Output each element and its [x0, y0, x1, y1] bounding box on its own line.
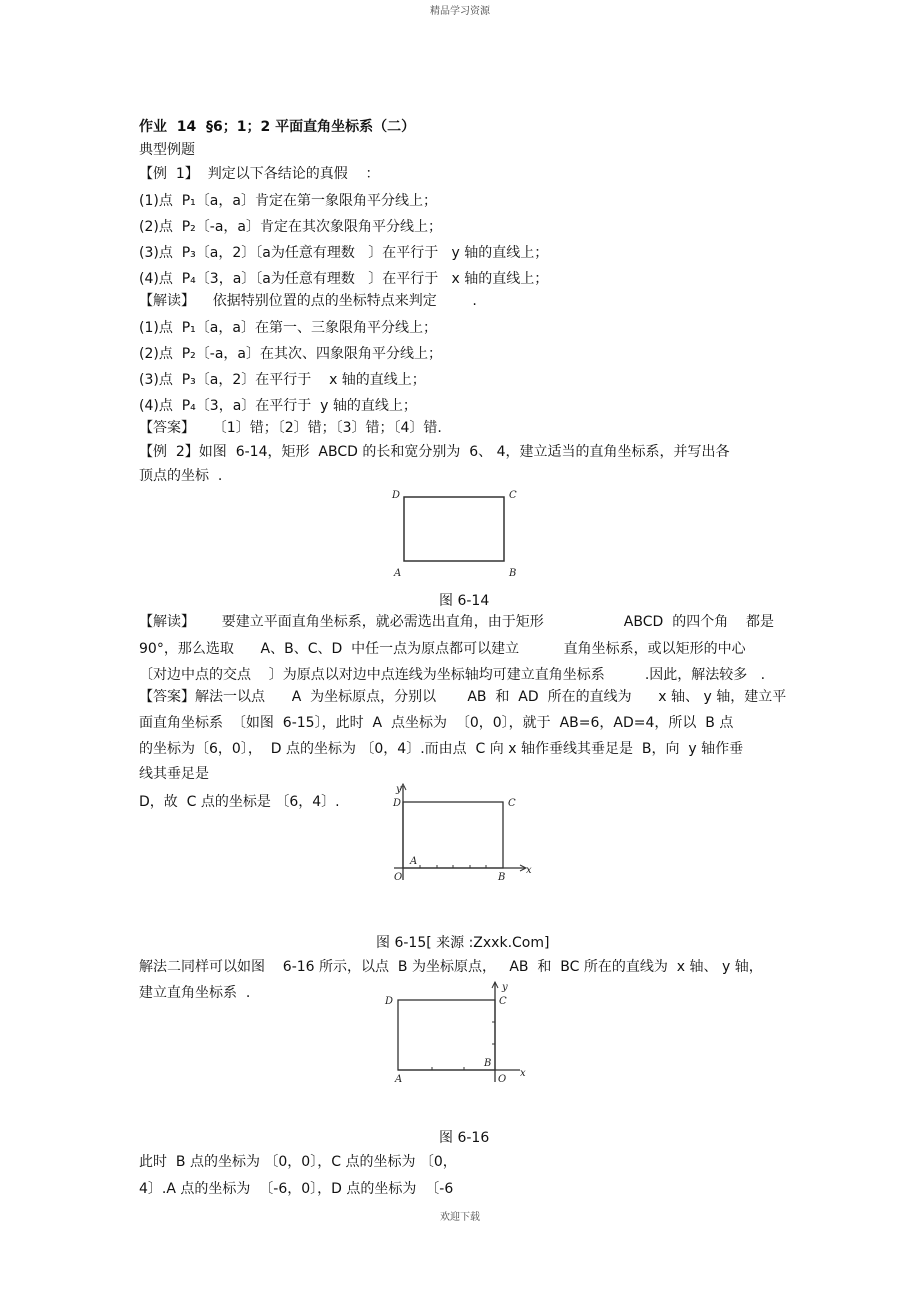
page-header: 精品学习资源 — [430, 6, 490, 17]
label-c: C — [508, 798, 516, 809]
figure-6-16-caption: 图 6-16 — [439, 1130, 490, 1146]
answer-line-1: (1)点 P₁〔a，a〕在第一、三象限角平分线上； — [139, 320, 437, 336]
label-a: A — [395, 1074, 403, 1085]
example-2-analysis-3: 〔对边中点的交点 〕为原点以对边中点连线为坐标轴均可建立直角坐标系 .因此，解法较多 . — [139, 667, 766, 683]
example-2-answer-3: 的坐标为〔6，0〕， D 点的坐标为 〔0，4〕.而由点 C 向 x 轴作垂线其垂足是 B，向 y 轴作垂 — [139, 741, 744, 757]
figure-6-15-caption: 图 6-15[ 来源 :Zxxk.Com] — [376, 935, 550, 951]
answer-line-4: (4)点 P₄〔3，a〕在平行于 y 轴的直线上； — [139, 398, 417, 414]
question-4: (4)点 P₄〔3，a〕〔a为任意有理数 〕在平行于 x 轴的直线上； — [139, 271, 549, 287]
example-2-heading-cont: 顶点的坐标 . — [139, 468, 223, 484]
example-1-answer: 【答案】 〔1〕错；〔2〕错；〔3〕错；〔4〕错. — [139, 420, 442, 436]
rectangle-abcd — [404, 497, 504, 561]
example-2-heading: 【例 2】如图 6-14，矩形 ABCD 的长和宽分别为 6、 4，建立适当的直角坐标系，并写出各 — [139, 444, 730, 460]
example-2-answer-1: 【答案】解法一以点 A 为坐标原点，分别以 AB 和 AD 所在的直线为 x 轴、 y 轴，建立平 — [139, 689, 787, 705]
final-line-2: 4〕.A 点的坐标为 〔-6，0〕，D 点的坐标为 〔-6 — [139, 1181, 454, 1197]
label-d: D — [385, 996, 394, 1007]
label-d: D — [393, 798, 402, 809]
method-2-line-1: 解法二同样可以如图 6-16 所示，以点 B 为坐标原点， AB 和 BC 所在的直线为 x 轴、 y 轴， — [139, 959, 763, 975]
label-x: x — [526, 865, 532, 876]
page-footer: 欢迎下载 — [440, 1212, 480, 1223]
label-o: O — [498, 1074, 507, 1085]
question-3: (3)点 P₃〔a，2〕〔a为任意有理数 〕在平行于 y 轴的直线上； — [139, 245, 549, 261]
answer-line-3: (3)点 P₃〔a，2〕在平行于 x 轴的直线上； — [139, 372, 426, 388]
method-2-line-2: 建立直角坐标系 . — [139, 985, 251, 1001]
final-line-1: 此时 B 点的坐标为 〔0，0〕，C 点的坐标为 〔0， — [139, 1154, 457, 1170]
label-b: B — [484, 1058, 492, 1069]
label-o: O — [394, 872, 403, 883]
figure-6-16 — [380, 978, 530, 1086]
question-2: (2)点 P₂〔-a，a〕肯定在其次象限角平分线上； — [139, 219, 442, 235]
label-y: y — [396, 784, 402, 795]
label-y: y — [502, 982, 508, 993]
assignment-title: 作业 14 §6；1；2 平面直角坐标系（二） — [139, 119, 416, 135]
example-2-answer-5: D，故 C 点的坐标是 〔6，4〕. — [139, 794, 340, 810]
question-1: (1)点 P₁〔a，a〕肯定在第一象限角平分线上； — [139, 193, 437, 209]
example-1-analysis: 【解读】 依据特别位置的点的坐标特点来判定 . — [139, 293, 477, 309]
figure-6-14 — [388, 486, 528, 581]
label-d: D — [392, 490, 401, 501]
label-c: C — [499, 996, 507, 1007]
label-a: A — [410, 856, 418, 867]
label-c: C — [509, 490, 517, 501]
rectangle-abcd — [398, 1000, 495, 1070]
label-b: B — [498, 872, 506, 883]
section-heading: 典型例题 — [139, 142, 195, 158]
figure-6-14-caption: 图 6-14 — [439, 593, 490, 609]
answer-line-2: (2)点 P₂〔-a，a〕在其次、四象限角平分线上； — [139, 346, 442, 362]
example-1-heading: 【例 1】 判定以下各结论的真假 ： — [139, 166, 380, 182]
figure-6-15 — [360, 780, 540, 890]
example-2-analysis-1: 【解读】 要建立平面直角坐标系，就必需选出直角，由于矩形 ABCD 的四个角 都是 — [139, 614, 774, 630]
example-2-answer-2: 面直角坐标系 〔如图 6-15〕，此时 A 点坐标为 〔0，0〕，就于 AB=6，AD=4，所以 B 点 — [139, 715, 734, 731]
label-b: B — [509, 568, 517, 579]
example-2-analysis-2: 90°，那么选取 A、B、C、D 中任一点为原点都可以建立 直角坐标系，或以矩形的中心 — [139, 641, 746, 657]
example-2-answer-4: 线其垂足是 — [139, 766, 209, 782]
label-a: A — [394, 568, 402, 579]
rectangle-abcd — [403, 802, 503, 868]
label-x: x — [520, 1068, 526, 1079]
